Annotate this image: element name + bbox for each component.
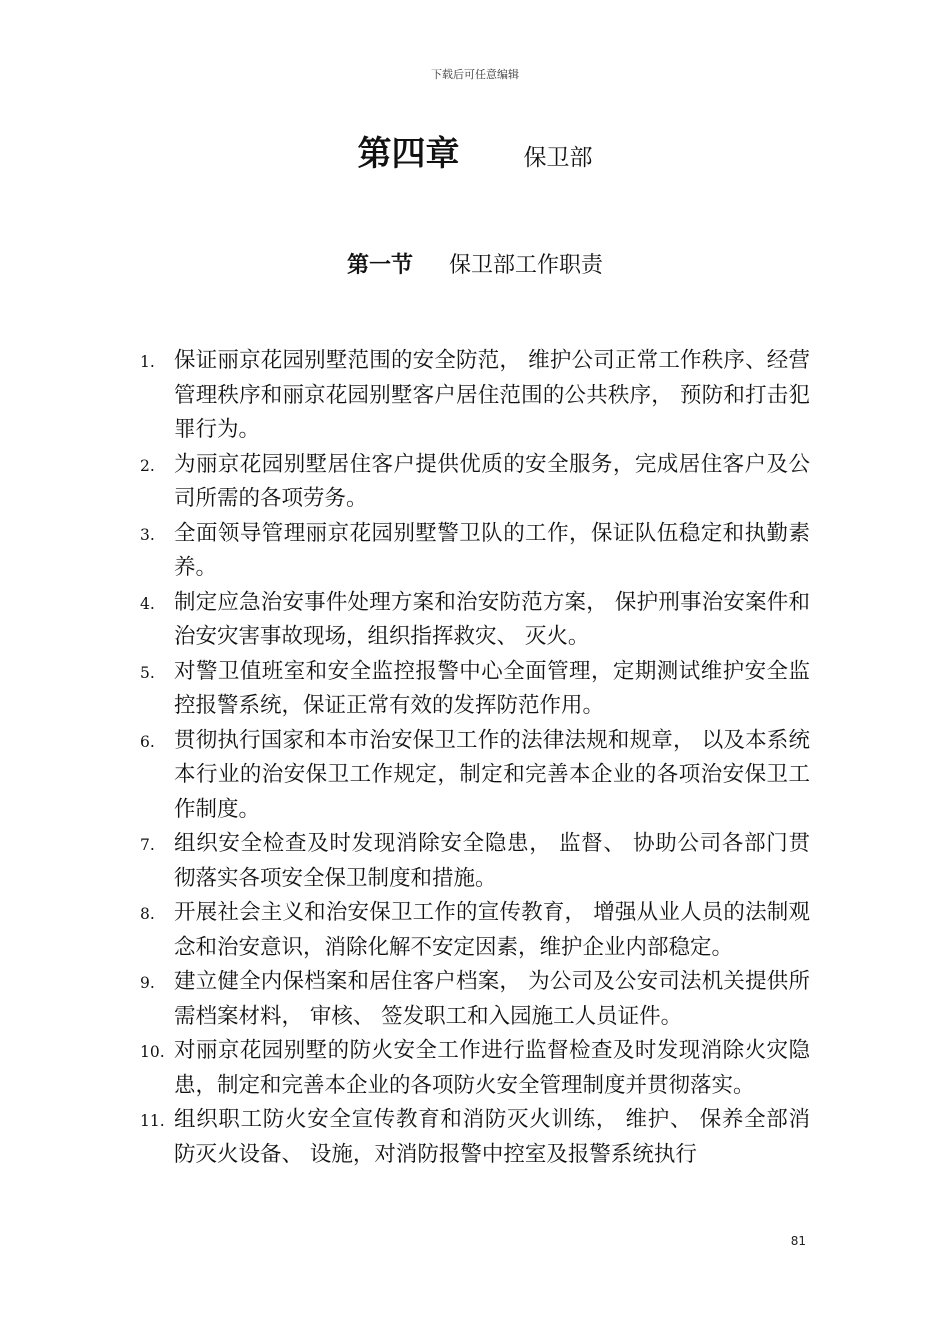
duty-item (140, 1103, 810, 1172)
duty-item (140, 965, 810, 1034)
chapter-name: 保卫部 (523, 145, 593, 171)
duty-text: 对警卫值班室和安全监控报警中心全面管理，定期测试维护安全监控报警系统，保证正常有效的发挥防范作用。 (174, 658, 810, 718)
duty-item (140, 896, 810, 965)
duty-text: 建立健全内保档案和居住客户档案， 为公司及公安司法机关提供所需档案材料， 审核、 签发职工和入园施工人员证件。 (174, 969, 810, 1029)
duty-text: 制定应急治安事件处理方案和治安防范方案， 保护刑事治安案件和治安灾害事故现场，组织指挥救灾、 灭火。 (174, 589, 810, 649)
duty-text: 贯彻执行国家和本市治安保卫工作的法律法规和规章， 以及本系统本行业的治安保卫工作规定，制定和完善本企业的各项治安保卫工作制度。 (174, 727, 810, 822)
duty-text: 全面领导管理丽京花园别墅警卫队的工作，保证队伍稳定和执勤素养。 (174, 520, 810, 580)
chapter-heading (0, 126, 950, 175)
duty-item (140, 344, 810, 448)
duty-number: 9. (140, 974, 155, 992)
duty-number: 6. (140, 732, 155, 751)
duty-text: 组织安全检查及时发现消除安全隐患， 监督、 协助公司各部门贯彻落实各项安全保卫制度和措施。 (174, 831, 810, 891)
duty-number: 7. (140, 836, 155, 854)
duty-item (140, 586, 810, 655)
duty-item (140, 1034, 810, 1103)
chapter-number: 第四章 (357, 134, 460, 174)
duty-text: 对丽京花园别墅的防火安全工作进行监督检查及时发现消除火灾隐患，制定和完善本企业的各项防火安全管理制度并贯彻落实。 (174, 1038, 810, 1098)
duty-number: 8. (140, 905, 155, 923)
duty-number: 1. (140, 353, 155, 371)
duty-number: 2. (140, 456, 155, 475)
duty-text: 为丽京花园别墅居住客户提供优质的安全服务，完成居住客户及公司所需的各项劳务。 (174, 451, 810, 511)
duty-item (140, 655, 810, 724)
duty-item (140, 517, 810, 586)
duty-number: 5. (140, 663, 155, 682)
duty-number: 10. (140, 1043, 165, 1061)
duty-text: 保证丽京花园别墅范围的安全防范， 维护公司正常工作秩序、经营管理秩序和丽京花园别墅客户居住范围的公共秩序， 预防和打击犯罪行为。 (174, 348, 810, 442)
page-number: 81 (790, 1234, 806, 1248)
duty-text: 组织职工防火安全宣传教育和消防灭火训练， 维护、 保养全部消防灭火设备、 设施，对消防报警中控室及报警系统执行 (174, 1107, 810, 1167)
duty-number: 4. (140, 594, 155, 613)
duty-text: 开展社会主义和治安保卫工作的宣传教育， 增强从业人员的法制观念和治安意识，消除化解不安定因素，维护企业内部稳定。 (174, 900, 810, 960)
duty-number: 3. (140, 525, 155, 544)
duty-item (140, 827, 810, 896)
duty-item (140, 724, 810, 828)
duty-number: 11. (140, 1112, 165, 1130)
section-number: 第一节 (346, 253, 413, 278)
header-note: 下载后可任意编辑 (431, 68, 519, 81)
section-name: 保卫部工作职责 (449, 253, 604, 278)
duty-list (140, 344, 810, 1172)
duty-item (140, 448, 810, 517)
section-heading (0, 248, 950, 279)
